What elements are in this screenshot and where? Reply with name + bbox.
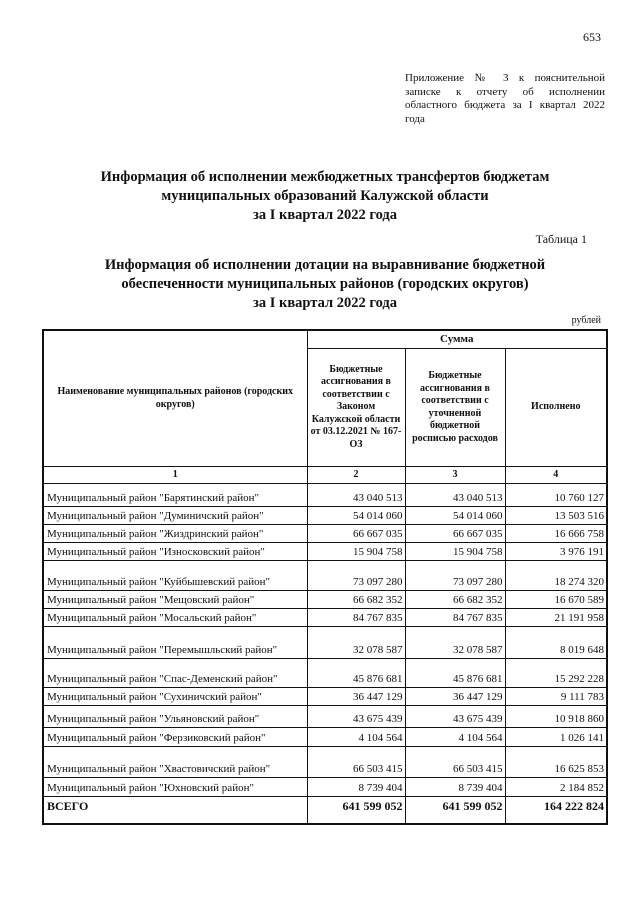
table-label: Таблица 1: [535, 232, 587, 246]
header-sum-group: Сумма: [307, 330, 607, 349]
district-name: Муниципальный район "Износковский район": [43, 543, 307, 561]
table-row: [43, 484, 607, 507]
table-row: [43, 525, 607, 543]
column-number: 2: [307, 467, 405, 484]
header-executed: Исполнено: [505, 349, 607, 467]
table-row: [43, 778, 607, 797]
district-name: Муниципальный район "Ферзиковский район": [43, 728, 307, 747]
refined-allocation: 66 503 415: [405, 747, 505, 778]
units-label: рублей: [571, 315, 601, 326]
total-label: ВСЕГО: [43, 797, 307, 825]
refined-allocation: 32 078 587: [405, 627, 505, 659]
executed-amount: 10 918 860: [505, 706, 607, 728]
refined-allocation: 73 097 280: [405, 561, 505, 591]
executed-amount: 16 670 589: [505, 591, 607, 609]
law-allocation: 66 503 415: [307, 747, 405, 778]
executed-amount: 16 666 758: [505, 525, 607, 543]
law-allocation: 32 078 587: [307, 627, 405, 659]
district-name: Муниципальный район "Куйбышевский район": [43, 561, 307, 591]
district-name: Муниципальный район "Думиничский район": [43, 507, 307, 525]
table-row: [43, 728, 607, 747]
table-row: [43, 507, 607, 525]
total-refined: 641 599 052: [405, 797, 505, 825]
executed-amount: 13 503 516: [505, 507, 607, 525]
table-title-line: обеспеченности муниципальных районов (городских округов): [121, 276, 529, 292]
executed-amount: 8 019 648: [505, 627, 607, 659]
executed-amount: 21 191 958: [505, 609, 607, 627]
refined-allocation: 84 767 835: [405, 609, 505, 627]
district-name: Муниципальный район "Юхновский район": [43, 778, 307, 797]
table-row: [43, 659, 607, 688]
district-name: Муниципальный район "Мещовский район": [43, 591, 307, 609]
executed-amount: 2 184 852: [505, 778, 607, 797]
main-title: [60, 168, 590, 225]
district-name: Муниципальный район "Хвастовичский район": [43, 747, 307, 778]
table-row: [43, 747, 607, 778]
executed-amount: 15 292 228: [505, 659, 607, 688]
executed-amount: 10 760 127: [505, 484, 607, 507]
district-name: Муниципальный район "Мосальский район": [43, 609, 307, 627]
law-allocation: 8 739 404: [307, 778, 405, 797]
table-row: [43, 706, 607, 728]
page-number: 653: [583, 30, 601, 44]
column-number: 1: [43, 467, 307, 484]
executed-amount: 16 625 853: [505, 747, 607, 778]
district-name: Муниципальный район "Перемышльский район": [43, 627, 307, 659]
law-allocation: 36 447 129: [307, 688, 405, 706]
refined-allocation: 43 675 439: [405, 706, 505, 728]
law-allocation: 15 904 758: [307, 543, 405, 561]
header-law-allocations: Бюджетные ассигнования в соответствии с Законом Калужской области от 03.12.2021 № 167-ОЗ: [307, 349, 405, 467]
executed-amount: 3 976 191: [505, 543, 607, 561]
law-allocation: 45 876 681: [307, 659, 405, 688]
table-title-line: Информация об исполнении дотации на выравнивание бюджетной: [104, 257, 546, 273]
table-row: [43, 688, 607, 706]
main-title-line: Информация об исполнении межбюджетных трансфертов бюджетам: [100, 169, 550, 185]
column-number: 4: [505, 467, 607, 484]
table-title-line: за I квартал 2022 года: [253, 295, 397, 311]
law-allocation: 73 097 280: [307, 561, 405, 591]
total-law: 641 599 052: [307, 797, 405, 825]
district-name: Муниципальный район "Жиздринский район": [43, 525, 307, 543]
main-title-line: муниципальных образований Калужской области: [161, 188, 489, 204]
appendix-note: Приложение № 3 к пояснительной записке к отчету об исполнении областного бюджета за I квартал 2022 года: [405, 72, 605, 125]
refined-allocation: 8 739 404: [405, 778, 505, 797]
law-allocation: 4 104 564: [307, 728, 405, 747]
refined-allocation: 54 014 060: [405, 507, 505, 525]
table-row: [43, 609, 607, 627]
table-row: [43, 627, 607, 659]
refined-allocation: 66 682 352: [405, 591, 505, 609]
law-allocation: 84 767 835: [307, 609, 405, 627]
table-row: [43, 561, 607, 591]
executed-amount: 1 026 141: [505, 728, 607, 747]
total-row: [43, 797, 607, 825]
law-allocation: 66 682 352: [307, 591, 405, 609]
refined-allocation: 4 104 564: [405, 728, 505, 747]
header-refined-allocations: Бюджетные ассигнования в соответствии с уточненной бюджетной росписью расходов: [405, 349, 505, 467]
table-row: [43, 543, 607, 561]
law-allocation: 66 667 035: [307, 525, 405, 543]
refined-allocation: 43 040 513: [405, 484, 505, 507]
law-allocation: 43 675 439: [307, 706, 405, 728]
district-name: Муниципальный район "Барятинский район": [43, 484, 307, 507]
refined-allocation: 15 904 758: [405, 543, 505, 561]
refined-allocation: 45 876 681: [405, 659, 505, 688]
header-name: Наименование муниципальных районов (городских округов): [43, 330, 307, 467]
total-executed: 164 222 824: [505, 797, 607, 825]
district-name: Муниципальный район "Сухиничский район": [43, 688, 307, 706]
table-row: [43, 591, 607, 609]
district-name: Муниципальный район "Спас-Деменский район": [43, 659, 307, 688]
main-title-line: за I квартал 2022 года: [253, 207, 397, 223]
refined-allocation: 36 447 129: [405, 688, 505, 706]
district-name: Муниципальный район "Ульяновский район": [43, 706, 307, 728]
transfers-table: [42, 329, 608, 825]
executed-amount: 9 111 783: [505, 688, 607, 706]
executed-amount: 18 274 320: [505, 561, 607, 591]
law-allocation: 54 014 060: [307, 507, 405, 525]
column-number: 3: [405, 467, 505, 484]
table-title: [60, 256, 590, 313]
law-allocation: 43 040 513: [307, 484, 405, 507]
refined-allocation: 66 667 035: [405, 525, 505, 543]
